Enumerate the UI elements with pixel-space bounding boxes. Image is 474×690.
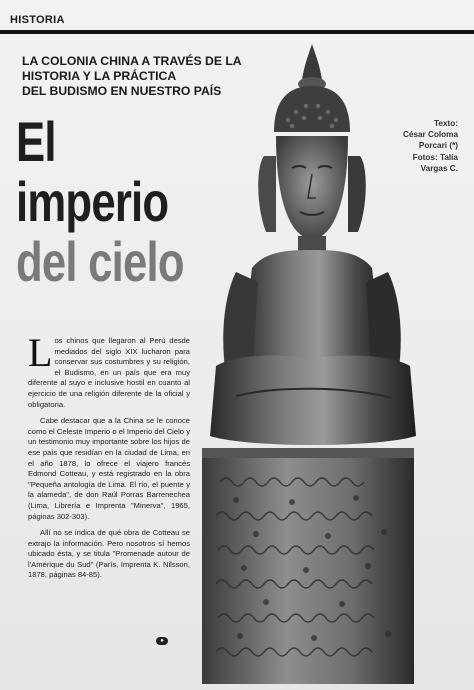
paragraph-text: os chinos que llegaron al Perú desde mediados del siglo XIX lucharon para conservar sus costumbres y su religión, el Budismo, en un país que era muy diferente al suyo e inclusive hostil en cuanto al ejercicio de una religión diferente de la oficial y obligatoria.: [28, 336, 190, 409]
header-rule: [0, 30, 474, 34]
credit-line: Vargas C.: [420, 163, 458, 173]
kicker-line: HISTORIA Y LA PRÁCTICA: [22, 69, 177, 83]
kicker-line: LA COLONIA CHINA A TRAVÉS DE LA: [22, 54, 242, 68]
credit-line: Texto:: [434, 119, 458, 128]
photo-credits: [338, 118, 458, 174]
title-line: El: [16, 110, 56, 173]
title-line: del cielo: [16, 230, 184, 293]
title-line: imperio: [16, 170, 169, 233]
paragraph: [28, 330, 190, 410]
paragraph: Allí no se indica de qué obra de Cotteau se extrajo la información. Pero nosotros sí hemos ubicado ésta, y se titula "Promenade autour de l'Amérique du Sud" (París, Imprenta K. Nilsson, 1878, páginas 84-85).: [28, 528, 190, 580]
credit-line: Porcari (*): [418, 141, 458, 151]
paragraph: Cabe destacar que a la China se le conoce como el Celeste Imperio o el Imperio del Cielo y un testimonio muy importante sobre los hijos de ese país que residían en la ciudad de Lima, en el año 1878, lo ofrece el viajero francés Edmond Cotteau, y está registrado en la obra "Pequeña antología de Lima. El río, el puente y la alameda", de don Raúl Porras Barrenechea (Lima, Librería e Imprenta "Minerva", 1965, páginas 302-303).: [28, 416, 190, 521]
article-title: [16, 112, 184, 292]
article-body: [28, 330, 190, 587]
credit-line: Fotos: Talía: [412, 152, 458, 162]
drop-cap: L: [28, 330, 53, 375]
credit-line: César Coloma: [402, 130, 458, 140]
kicker-line: DEL BUDISMO EN NUESTRO PAÍS: [22, 84, 222, 98]
section-label: HISTORIA: [10, 14, 65, 26]
end-marker-icon: ●: [156, 637, 168, 645]
